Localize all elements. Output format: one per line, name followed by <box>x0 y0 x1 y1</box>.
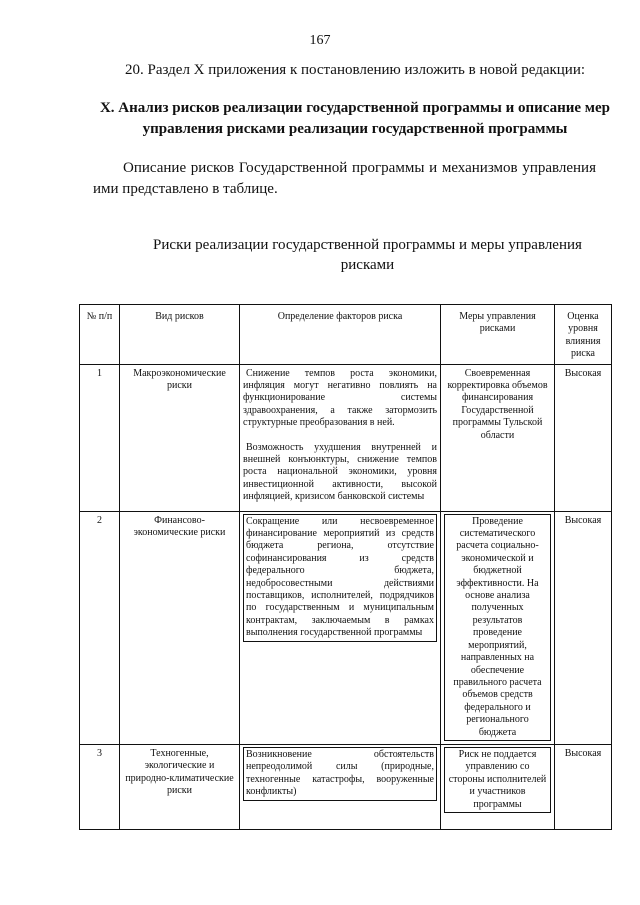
table-row <box>80 511 612 744</box>
risk-definition <box>240 511 441 744</box>
header-risk-measures: Меры управления рисками <box>441 305 555 365</box>
table-title: Риски реализации государственной программы и меры управления рисками <box>153 237 582 273</box>
definition-paragraph: Снижение темпов роста экономики, инфляция могут негативно повлиять на функционирование системы здравоохранения, а также затормозить структурные преобразования в ней. <box>243 367 437 429</box>
description-paragraph: Описание рисков Государственной программы и механизмов управления ими представлено в таблице. <box>93 160 596 197</box>
risk-measures <box>441 511 555 744</box>
risk-measures <box>441 744 555 829</box>
measures-text: Проведение систематического расчета социально-экономической и бюджетной эффективности. На основе анализа полученных результатов проведение мероприятий, направленных на обеспечение правильного расчета объемов средств федерального и регионального бюджета <box>444 514 551 741</box>
page-number: 167 <box>309 33 331 48</box>
table-row <box>80 744 612 829</box>
table-row <box>80 364 612 511</box>
section-title: X. Анализ рисков реализации государственной программы и описание мер управления рисками реализации государственной программы <box>99 100 611 137</box>
definition-paragraph: Возможность ухудшения внутренней и внешней конъюнктуры, снижение темпов роста национальной экономики, уровня инвестиционной активности, высокой инфляцией, кризисом банковской системы <box>243 441 437 503</box>
risks-table <box>79 304 612 830</box>
risk-rating: Высокая <box>555 744 612 829</box>
risk-definition <box>240 364 441 511</box>
amendment-intro: 20. Раздел X приложения к постановлению изложить в новой редакции: <box>125 62 586 78</box>
measures-text: Риск не поддается управлению со стороны исполнителей и участников программы <box>444 747 551 813</box>
table-header-row <box>80 305 612 365</box>
risk-type: Финансово-экономические риски <box>120 511 240 744</box>
row-num: 2 <box>80 511 120 744</box>
risk-type: Макроэкономические риски <box>120 364 240 511</box>
row-num: 1 <box>80 364 120 511</box>
risk-rating: Высокая <box>555 364 612 511</box>
risk-definition <box>240 744 441 829</box>
header-risk-rating: Оценка уровня влияния риска <box>555 305 612 365</box>
definition-paragraph: Возникновение обстоятельств непреодолимой силы (природные, техногенные катастрофы, вооруженные конфликты) <box>243 747 437 801</box>
row-num: 3 <box>80 744 120 829</box>
risk-type: Техногенные, экологические и природно-климатические риски <box>120 744 240 829</box>
header-num: № п/п <box>80 305 120 365</box>
risk-measures: Своевременная корректировка объемов финансирования Государственной программы Тульской области <box>441 364 555 511</box>
risk-rating: Высокая <box>555 511 612 744</box>
header-risk-type: Вид рисков <box>120 305 240 365</box>
header-risk-definition: Определение факторов риска <box>240 305 441 365</box>
definition-paragraph: Сокращение или несвоевременное финансирование мероприятий из средств бюджета региона, отсутствие софинансирования из средств федерального бюджета, недобросовестными действиями поставщиков, исполнителей, подрядчиков по государственным и муниципальным контрактам, заключаемым в рамках выполнения государственной программы <box>243 514 437 642</box>
